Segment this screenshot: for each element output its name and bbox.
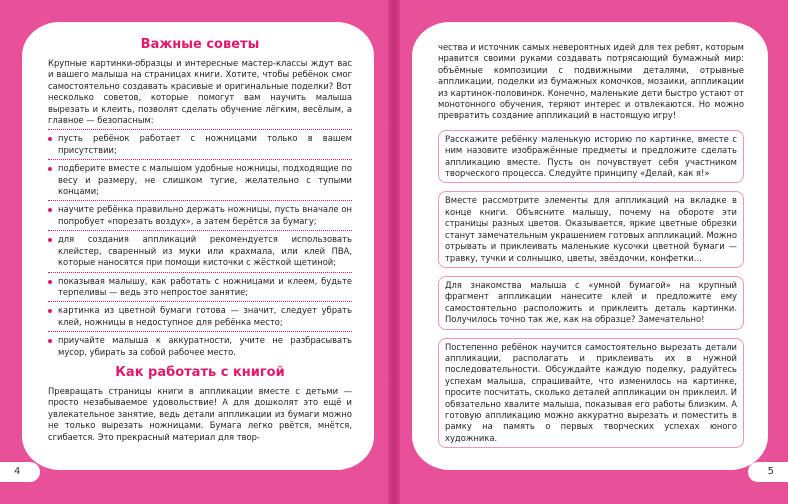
left-page-panel bbox=[22, 22, 374, 470]
advice-box-story bbox=[438, 130, 744, 184]
advice-box-independence bbox=[438, 338, 744, 449]
heading-how-to-work: Как работать с книгой bbox=[115, 364, 285, 380]
tip-item: пусть ребёнок работает с ножницами только в вашем присутствии; bbox=[48, 133, 352, 156]
tips-list bbox=[48, 133, 352, 358]
tips-intro-paragraph: Крупные картинки-образцы и интересные мастер-классы ждут вас и вашего малыша на страницах книги. Хотите, чтобы ребёнок смог самостоятельно создавать красивые и оригинальные поделки? Вот несколько советов, которые помогут вам научить малыша вырезать и клеить, позволят сделать обучение лёгким, весёлым, а главное — безопасным: bbox=[48, 58, 352, 126]
book-spine bbox=[388, 0, 400, 504]
tip-item: картинка из цветной бумаги готова — значит, следует убрать клей, ножницы в недоступное для ребёнка место; bbox=[48, 305, 352, 328]
how-to-work-paragraph: Превращать страницы книги в аппликации вместе с детьми — просто незабываемое удовольствие! А для дошколят это ещё и увлекательное занятие, ведь детали аппликации из бумаги можно не только вырезать ножницами. Бумага легко рвётся, мнётся, сгибается. Это прекрасный материал для твор- bbox=[48, 385, 352, 442]
dotted-divider bbox=[48, 230, 352, 231]
dotted-divider bbox=[48, 159, 352, 160]
advice-text: Вместе рассмотрите элементы для аппликаций на вкладке в конце книги. Объясните малышу, почему на обороте эти страницы разных цветов. Оказывается, яркие цветные обрезки станут замечательным украшением готовых аппликаций. Можно отрывать и приклеивать маленькие кусочки цветной бумаги — травку, тучки и солнышко, цветы, звёздочки, конфетки… bbox=[445, 195, 737, 263]
advice-text: Для знакомства малыша с «умной бумагой» на крупный фрагмент аппликации нанесите клей и предложите ему самостоятельно расположить и приклеить деталь картинки. Получилось точно так же, как на образце? Замечательно! bbox=[445, 279, 737, 325]
tip-item: подберите вместе с малышом удобные ножницы, подходящие по весу и размеру, не слишком тугие, желательно с тупыми концами; bbox=[48, 163, 352, 197]
right-page-panel bbox=[412, 22, 768, 470]
continuation-paragraph: чества и источник самых невероятных идей для тех ребят, которым нравится своими руками создавать потрясающий бумажный мир: объёмные композиции с подвижными деталями, отрывные аппликации, поделки из бумажных комочков, мозаики, аппликации из картинок-половинок. Конечно, маленькие дети быстро устают от монотонного обучения, теряют интерес и отвлекаются. Но можно превратить создание аппликаций в настоящую игру! bbox=[438, 42, 744, 121]
dotted-divider bbox=[48, 200, 352, 201]
dotted-divider bbox=[48, 272, 352, 273]
tip-item: показывая малышу, как работать с ножницами и клеем, будьте терпеливы — ведь это непростое занятие; bbox=[48, 276, 352, 299]
tip-item: для создания аппликаций рекомендуется использовать клейстер, сваренный из муки или крахмала, или клей ПВА, которые наносятся при помощи кисточки с жёсткой щетиной; bbox=[48, 234, 352, 268]
advice-text: Постепенно ребёнок научится самостоятельно вырезать детали аппликации, располагать и приклеивать их в нужной последовательности. Обсуждайте каждую поделку, радуйтесь успехам малыша, спрашивайте, что изменилось на картинке, просите посчитать, сколько деталей аппликации он приклеил. И обязательно хвалите малыша, показывая его работы близким. А готовую аппликацию можно аккуратно вырезать и поместить в рамку на память о первых творческих успехах юного художника. bbox=[445, 341, 737, 443]
advice-box-elements bbox=[438, 191, 744, 267]
advice-box-smart-paper bbox=[438, 276, 744, 330]
page-number-right: 5 bbox=[748, 462, 788, 482]
tip-item: научите ребёнка правильно держать ножницы, пусть вначале он попробует «порезать воздух», а затем берётся за бумагу; bbox=[48, 204, 352, 227]
tip-item: приучайте малыша к аккуратности, учите не разбрасывать мусор, убирать за собой рабочее место. bbox=[48, 335, 352, 358]
dotted-divider bbox=[48, 331, 352, 332]
heading-important-tips: Важные советы bbox=[140, 37, 260, 52]
dotted-divider bbox=[48, 129, 352, 130]
dotted-divider bbox=[48, 301, 352, 302]
advice-text: Расскажите ребёнку маленькую историю по картинке, вместе с ним назовите изображённые предметы и предложите сделать аппликацию вместе. Пусть он почувствует себя участником творческого процесса. Следуйте принципу «Делай, как я!» bbox=[445, 133, 737, 179]
page-number-left: 4 bbox=[0, 462, 40, 482]
